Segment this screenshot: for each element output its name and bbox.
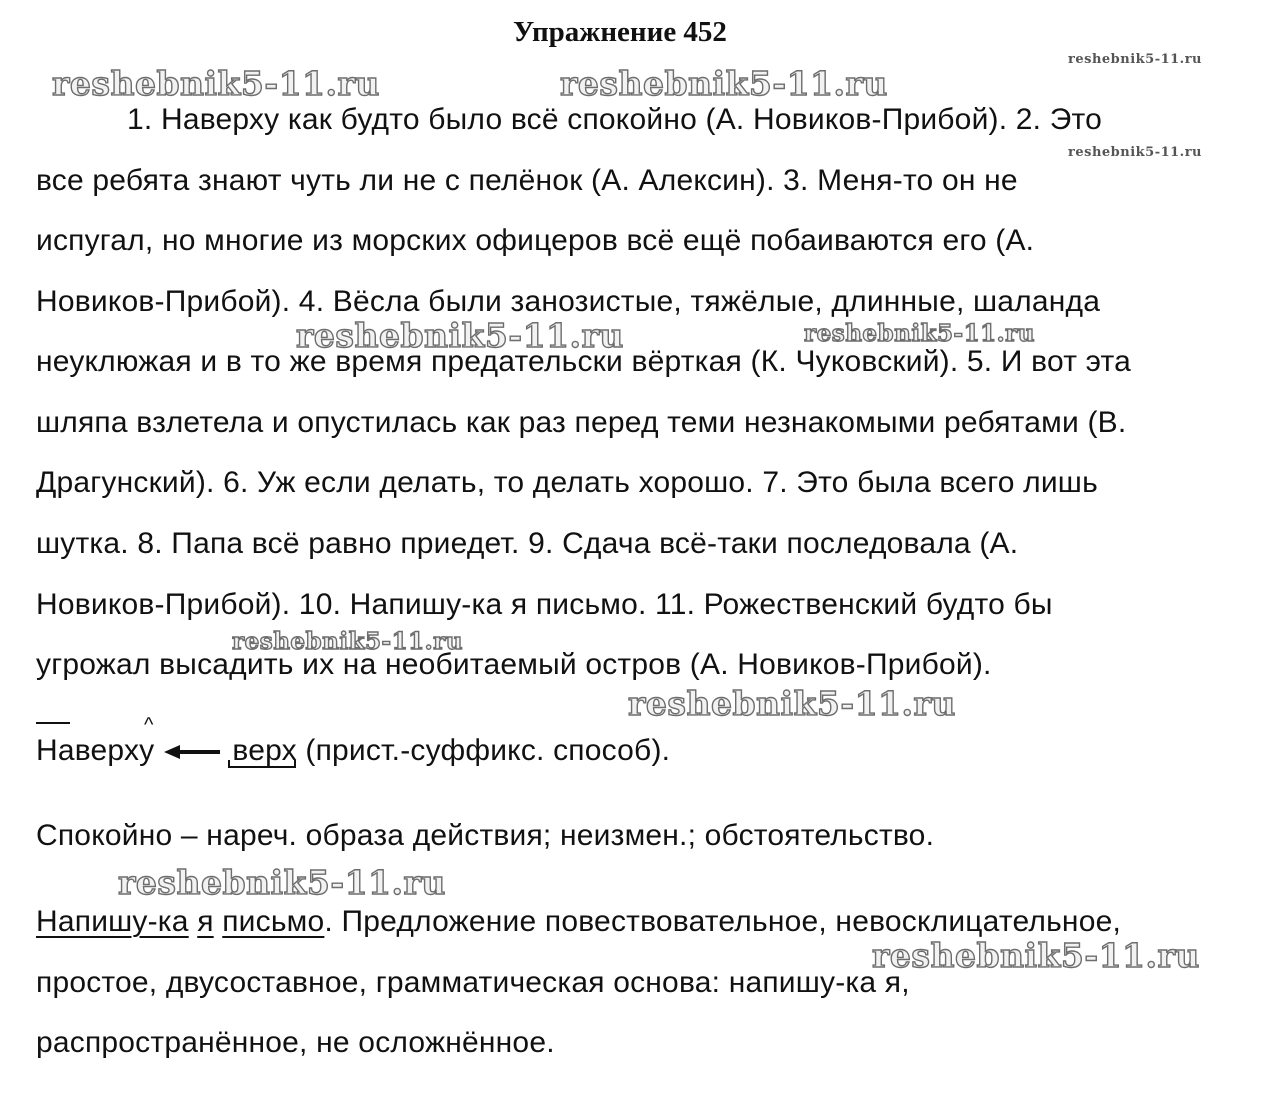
watermark-small: reshebnik5-11.ru bbox=[1068, 145, 1203, 160]
watermark: reshebnik5-11.ru bbox=[52, 64, 380, 103]
sentence-analysis-line: распространённое, не осложнённое. bbox=[36, 1026, 555, 1059]
text-line: шляпа взлетела и опустилась как раз перед теми незнакомыми ребятами (В. bbox=[36, 406, 1127, 439]
text-line: 1. Наверху как будто было всё спокойно (А. Новиков-Прибой). 2. Это bbox=[127, 103, 1102, 136]
subject: я bbox=[197, 905, 214, 938]
root-mark bbox=[228, 760, 296, 768]
text-line: неуклюжая и в то же время предательски вёрткая (К. Чуковский). 5. И вот эта bbox=[36, 345, 1131, 378]
text-line: Новиков-Прибой). 10. Напишу-ка я письмо. 11. Рожественский будто бы bbox=[36, 588, 1053, 621]
text-line: Драгунский). 6. Уж если делать, то делать хорошо. 7. Это была всего лишь bbox=[36, 466, 1098, 499]
root-word: верх bbox=[232, 734, 297, 767]
predicate: Напишу-ка bbox=[36, 905, 189, 938]
text-line: шутка. 8. Папа всё равно приедет. 9. Сдача всё-таки последовала (А. bbox=[36, 527, 1019, 560]
object: письмо bbox=[222, 905, 325, 938]
word-formation-line bbox=[36, 731, 670, 771]
text-line: испугал, но многие из морских офицеров всё ещё побаиваются его (А. bbox=[36, 224, 1035, 257]
sentence-analysis-line: простое, двусоставное, грамматическая основа: напишу-ка я, bbox=[36, 966, 910, 999]
text-line: угрожал высадить их на необитаемый остров (А. Новиков-Прибой). bbox=[36, 648, 992, 681]
watermark-small: reshebnik5-11.ru bbox=[1068, 52, 1203, 67]
left-arrow-icon bbox=[164, 745, 220, 759]
watermark: reshebnik5-11.ru bbox=[118, 863, 446, 902]
text-line: Новиков-Прибой). 4. Вёсла были занозистые, тяжёлые, длинные, шаланда bbox=[36, 285, 1101, 318]
watermark: reshebnik5-11.ru bbox=[232, 628, 463, 655]
sentence-analysis-line bbox=[36, 902, 1121, 942]
watermark: reshebnik5-11.ru bbox=[628, 684, 956, 723]
text-line: все ребята знают чуть ли не с пелёнок (А. Алексин). 3. Меня-то он не bbox=[36, 164, 1018, 197]
exercise-title: Упражнение 452 bbox=[513, 16, 727, 48]
watermark: reshebnik5-11.ru bbox=[560, 64, 888, 103]
prefix-mark bbox=[36, 722, 70, 724]
watermark: reshebnik5-11.ru bbox=[872, 936, 1200, 975]
analyzed-word: Наверху bbox=[36, 734, 155, 767]
watermark: reshebnik5-11.ru bbox=[804, 320, 1035, 347]
adverb-analysis: Спокойно – нареч. образа действия; неизмен.; обстоятельство. bbox=[36, 819, 935, 852]
formation-method: (прист.-суффикс. способ). bbox=[305, 734, 671, 767]
watermark: reshebnik5-11.ru bbox=[296, 316, 624, 355]
suffix-mark: ^ bbox=[144, 714, 154, 736]
sentence-description: . Предложение повествовательное, невосклицательное, bbox=[324, 905, 1121, 938]
